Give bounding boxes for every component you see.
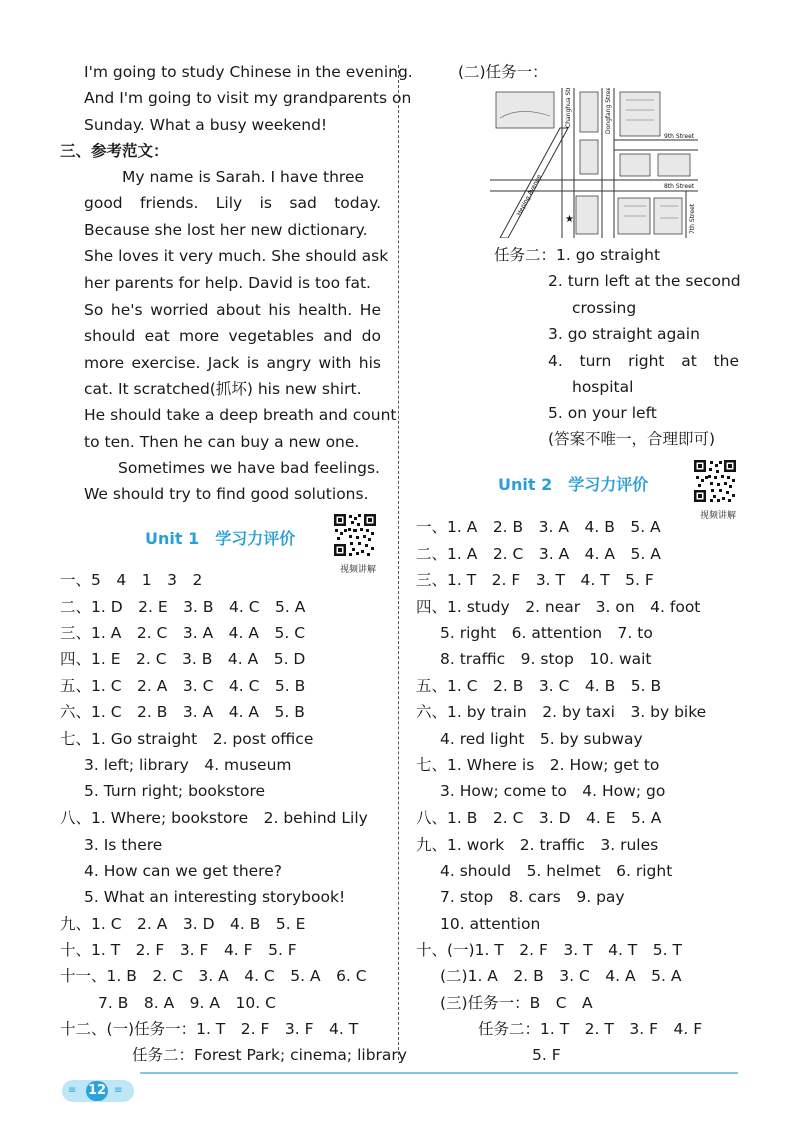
street-label: 8th Street [664,183,695,190]
intro-line-2: And I'm going to visit my grandparents on [84,89,412,107]
answer-line: 十、(一)1. T 2. F 3. T 4. T 5. T [416,941,682,959]
essay-line: He should take a deep breath and count [84,406,397,424]
answer-line: 七、1. Where is 2. How; get to [416,756,660,774]
answer-line: 4. How can we get there? [84,862,282,880]
qr-code-icon[interactable] [692,458,738,504]
unit1-title: Unit 1 学习力评价 [145,529,296,548]
answer-line: 十二、(一)任务一：1. T 2. F 3. F 4. T [60,1020,359,1038]
answer-line: 7. stop 8. cars 9. pay [440,888,625,906]
answer-line: (三)任务一：B C A [440,994,593,1012]
answer-line: 二、1. D 2. E 3. B 4. C 5. A [60,598,306,616]
column-divider [398,65,399,1060]
intro-line-1: I'm going to study Chinese in the evening. [84,63,413,81]
svg-text:★: ★ [565,214,574,225]
answer-line: 3. left; library 4. museum [84,756,292,774]
essay-line: Because she lost her new dictionary. [84,221,368,239]
street-label: Changhua Street [565,88,572,128]
answer-line: 8. traffic 9. stop 10. wait [440,650,652,668]
essay-line: So he's worried about his health. He [84,301,381,319]
answer-line: 六、1. by train 2. by taxi 3. by bike [416,703,707,721]
book-icon: ≡ [114,1085,123,1096]
task2-line: hospital [572,378,634,396]
answer-line: 五、1. C 2. B 3. C 4. B 5. B [416,677,662,695]
street-label: 7th Street [689,203,696,234]
answer-line: 5. What an interesting storybook! [84,888,346,906]
essay-line: her parents for help. David is too fat. [84,274,371,292]
task2-line: 4. turn right at the [548,352,739,370]
essay-line: should eat more vegetables and do [84,327,381,345]
answer-line: 5. F [532,1046,561,1064]
answer-line: (二)1. A 2. B 3. C 4. A 5. A [440,967,682,985]
map-heading: (二)任务一： [458,63,548,81]
task2-line: 5. on your left [548,404,657,422]
answer-line: 九、1. work 2. traffic 3. rules [416,836,659,854]
street-label: Dongfang Street [605,88,612,134]
qr-caption: 视频讲解 [700,511,737,521]
answer-line: 3. Is there [84,836,163,854]
answer-line: 任务二：1. T 2. T 3. F 4. F [478,1020,703,1038]
answer-line: 十、1. T 2. F 3. F 4. F 5. F [60,941,297,959]
essay-line: to ten. Then he can buy a new one. [84,433,360,451]
answer-line: 3. How; come to 4. How; go [440,782,666,800]
essay-line: more exercise. Jack is angry with his [84,354,381,372]
answer-line: 一、1. A 2. B 3. A 4. B 5. A [416,518,661,536]
task2-line: 3. go straight again [548,325,700,343]
task2-line: 任务二：1. go straight [494,246,661,264]
page-number: 12 [86,1081,108,1101]
answer-line: 二、1. A 2. C 3. A 4. A 5. A [416,545,661,563]
answer-line: 7. B 8. A 9. A 10. C [98,994,276,1012]
essay-line: cat. It scratched(抓坏) his new shirt. [84,380,362,398]
answer-line: 六、1. C 2. B 3. A 4. A 5. B [60,703,305,721]
task2-line: 2. turn left at the second [548,272,741,290]
task2-note: (答案不唯一，合理即可) [548,430,716,448]
street-map [490,88,698,238]
book-icon: ≡ [68,1085,77,1096]
street-label: Heping Avenue [515,173,544,217]
answer-line: 5. Turn right; bookstore [84,782,266,800]
section3-label: 三、参考范文： [60,142,169,160]
task2-line: crossing [572,299,637,317]
street-label: 9th Street [664,133,695,140]
essay-line: Sometimes we have bad feelings. [118,459,380,477]
answer-line: 九、1. C 2. A 3. D 4. B 5. E [60,915,306,933]
unit2-title: Unit 2 学习力评价 [498,475,649,494]
answer-line: 五、1. C 2. A 3. C 4. C 5. B [60,677,306,695]
essay-line: My name is Sarah. I have three [122,168,365,186]
answer-line: 八、1. Where; bookstore 2. behind Lily [60,809,368,827]
qr-caption: 视频讲解 [340,565,377,575]
answer-line: 三、1. T 2. F 3. T 4. T 5. F [416,571,654,589]
answer-line: 四、1. study 2. near 3. on 4. foot [416,598,701,616]
essay-line: We should try to find good solutions. [84,485,369,503]
answer-line: 10. attention [440,915,541,933]
essay-line: She loves it very much. She should ask [84,247,389,265]
answer-line: 七、1. Go straight 2. post office [60,730,314,748]
answer-line: 三、1. A 2. C 3. A 4. A 5. C [60,624,306,642]
qr-code-icon[interactable] [332,512,378,558]
intro-line-3: Sunday. What a busy weekend! [84,116,328,134]
essay-line: good friends. Lily is sad today. [84,194,381,212]
answer-line: 5. right 6. attention 7. to [440,624,653,642]
answer-line: 4. red light 5. by subway [440,730,643,748]
footer-rule [140,1072,738,1074]
answer-line: 四、1. E 2. C 3. B 4. A 5. D [60,650,306,668]
answer-line: 4. should 5. helmet 6. right [440,862,673,880]
answer-line: 任务二：Forest Park; cinema; library [132,1046,407,1064]
answer-line: 十一、1. B 2. C 3. A 4. C 5. A 6. C [60,967,367,985]
answer-line: 八、1. B 2. C 3. D 4. E 5. A [416,809,662,827]
answer-line: 一、5 4 1 3 2 [60,571,203,589]
